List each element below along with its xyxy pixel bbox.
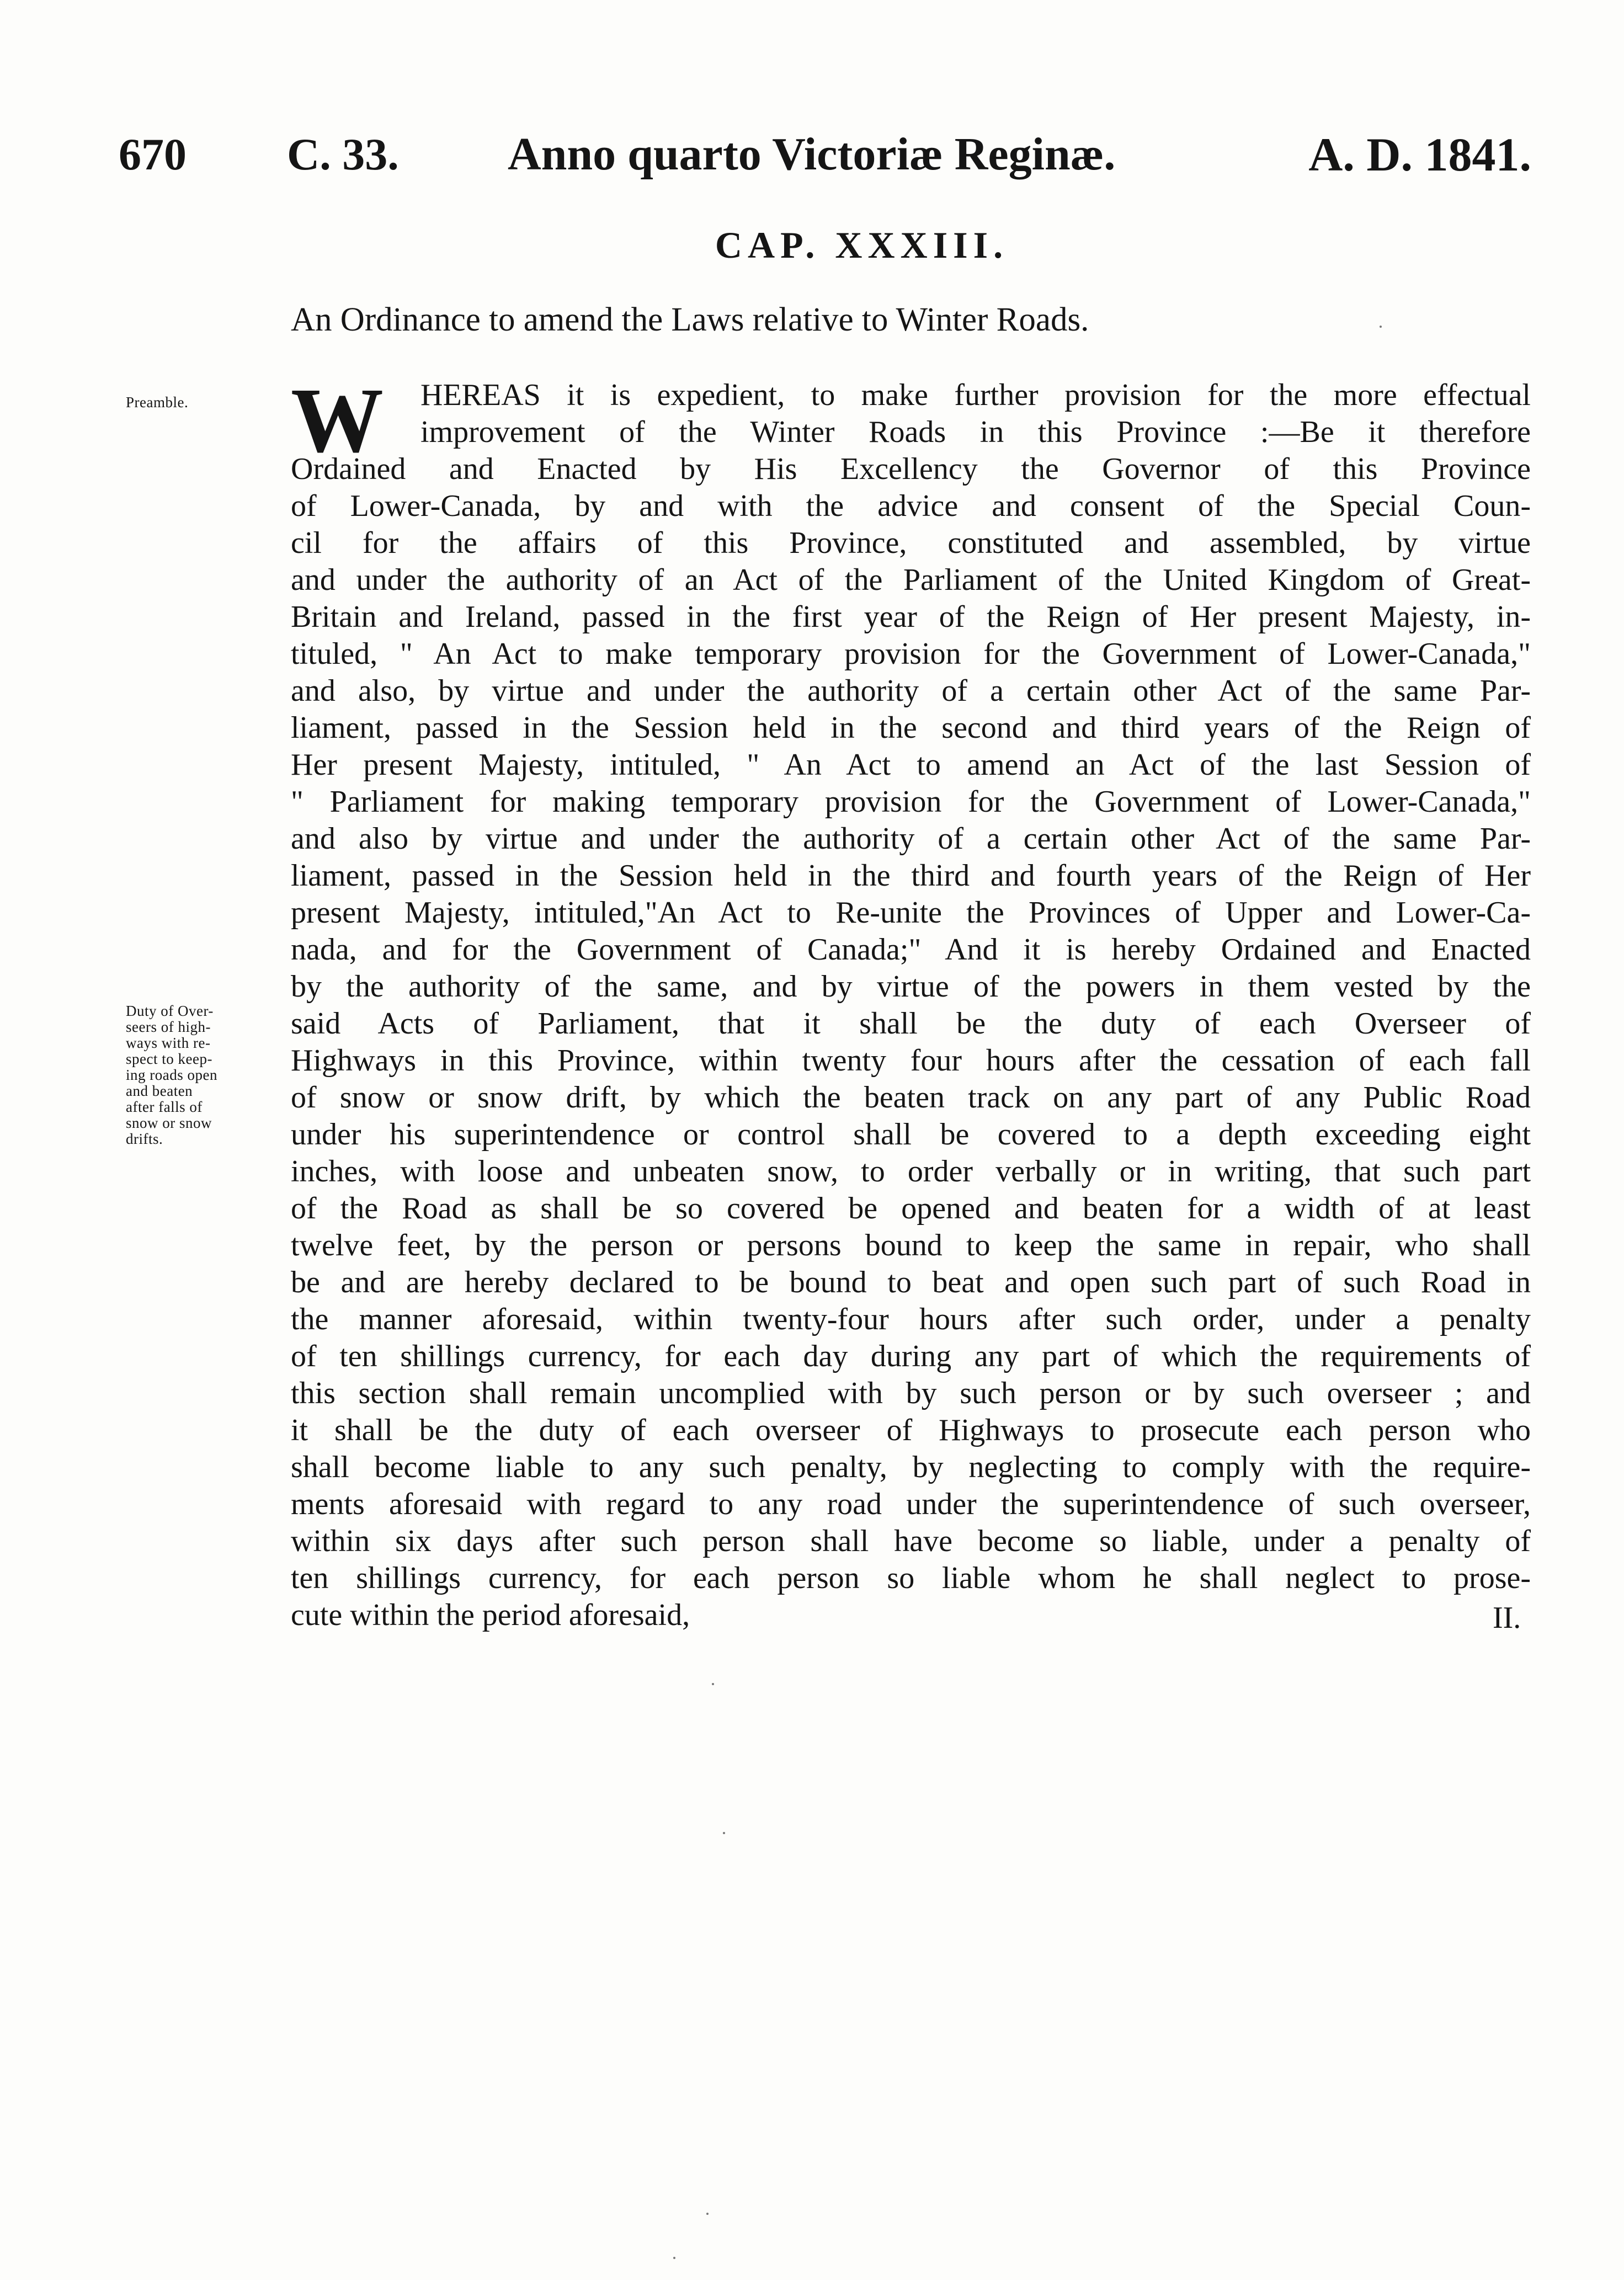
body-line: HEREAS it is expedient, to make further provision for the more effectual: [420, 378, 1531, 412]
print-speck: [706, 2213, 709, 2215]
marginal-line: ways with re-: [126, 1035, 211, 1051]
print-speck: [1380, 326, 1382, 328]
print-speck: [712, 1683, 714, 1685]
body-line: cute within the period aforesaid,: [291, 1598, 690, 1632]
body-line: ten shillings currency, for each person so liable whom he shall neglect to prose-: [291, 1561, 1531, 1595]
running-header: [119, 119, 1531, 190]
body-line: and also by virtue and under the authority of a certain other Act of the same Par-: [291, 822, 1531, 856]
body-line: and also, by virtue and under the authority of a certain other Act of the same Par-: [291, 674, 1531, 708]
marginal-note-preamble: [126, 395, 258, 411]
ordinance-title: An Ordinance to amend the Laws relative to Winter Roads.: [291, 301, 1089, 338]
marginal-line: after falls of: [126, 1099, 203, 1115]
body-line: Highways in this Province, within twenty four hours after the cessation of each fall: [291, 1043, 1531, 1078]
body-line: of snow or snow drift, by which the beaten track on any part of any Public Road: [291, 1080, 1531, 1115]
body-line: liament, passed in the Session held in the third and fourth years of the Reign of Her: [291, 859, 1531, 893]
marginal-line: drifts.: [126, 1131, 163, 1147]
body-line: inches, with loose and unbeaten snow, to order verbally or in writing, that such part: [291, 1154, 1531, 1189]
body-line: the manner aforesaid, within twenty-four hours after such order, under a penalty: [291, 1302, 1531, 1336]
drop-cap: W: [291, 369, 384, 472]
print-speck: [723, 1832, 725, 1834]
print-speck: [673, 2257, 675, 2259]
marginal-line: snow or snow: [126, 1115, 212, 1131]
regnal-title: Anno quarto Victoriæ Reginæ.: [508, 129, 1116, 180]
marginal-note-duty: [126, 1003, 258, 1147]
marginal-line: Preamble.: [126, 394, 189, 411]
marginal-line: and beaten: [126, 1083, 193, 1099]
body-line: ments aforesaid with regard to any road under the superintendence of such overseer,: [291, 1487, 1531, 1521]
body-line: liament, passed in the Session held in the second and third years of the Reign of: [291, 711, 1531, 745]
body-line: within six days after such person shall have become so liable, under a penalty of: [291, 1524, 1531, 1558]
body-line: of the Road as shall be so covered be opened and beaten for a width of at least: [291, 1191, 1531, 1226]
marginal-line: Duty of Over-: [126, 1003, 214, 1019]
body-line: improvement of the Winter Roads in this Province :—Be it therefore: [420, 415, 1531, 449]
body-line: Britain and Ireland, passed in the first year of the Reign of Her present Majesty, in-: [291, 600, 1531, 634]
marginal-line: seers of high-: [126, 1019, 211, 1035]
body-line: cil for the affairs of this Province, constituted and assembled, by virtue: [291, 526, 1531, 560]
page-number: 670: [119, 129, 187, 179]
body-line: and under the authority of an Act of the Parliament of the United Kingdom of Great-: [291, 563, 1531, 597]
body-line: tituled, " An Act to make temporary provision for the Government of Lower-Canada,": [291, 637, 1531, 671]
body-line: present Majesty, intituled,"An Act to Re-unite the Provinces of Upper and Lower-Ca-: [291, 896, 1531, 930]
marginal-line: ing roads open: [126, 1067, 217, 1083]
cap-heading: CAP. XXXIII.: [715, 224, 1009, 266]
marginal-line: spect to keep-: [126, 1051, 212, 1067]
body-text: [291, 369, 1531, 1634]
body-line: under his superintendence or control shall be covered to a depth exceeding eight: [291, 1117, 1531, 1152]
body-line: " Parliament for making temporary provision for the Government of Lower-Canada,": [291, 785, 1531, 819]
body-line: Her present Majesty, intituled, " An Act to amend an Act of the last Session of: [291, 748, 1531, 782]
body-line: said Acts of Parliament, that it shall be the duty of each Overseer of: [291, 1006, 1531, 1041]
body-line: twelve feet, by the person or persons bound to keep the same in repair, who shall: [291, 1228, 1531, 1262]
body-line: this section shall remain uncomplied with by such person or by such overseer ; and: [291, 1376, 1531, 1410]
body-line: by the authority of the same, and by virtue of the powers in them vested by the: [291, 969, 1531, 1004]
catchword: II.: [1493, 1601, 1521, 1635]
body-line: be and are hereby declared to be bound to beat and open such part of such Road in: [291, 1265, 1531, 1299]
body-line: shall become liable to any such penalty, by neglecting to comply with the require-: [291, 1450, 1531, 1484]
body-line: nada, and for the Government of Canada;" And it is hereby Ordained and Enacted: [291, 933, 1531, 967]
body-line: of ten shillings currency, for each day during any part of which the requirements of: [291, 1339, 1531, 1373]
body-line: Ordained and Enacted by His Excellency the Governor of this Province: [291, 452, 1531, 486]
year: A. D. 1841.: [1308, 128, 1531, 181]
body-line: of Lower-Canada, by and with the advice and consent of the Special Coun-: [291, 489, 1531, 523]
body-line: it shall be the duty of each overseer of Highways to prosecute each person who: [291, 1413, 1531, 1447]
chapter-number: C. 33.: [287, 129, 399, 179]
